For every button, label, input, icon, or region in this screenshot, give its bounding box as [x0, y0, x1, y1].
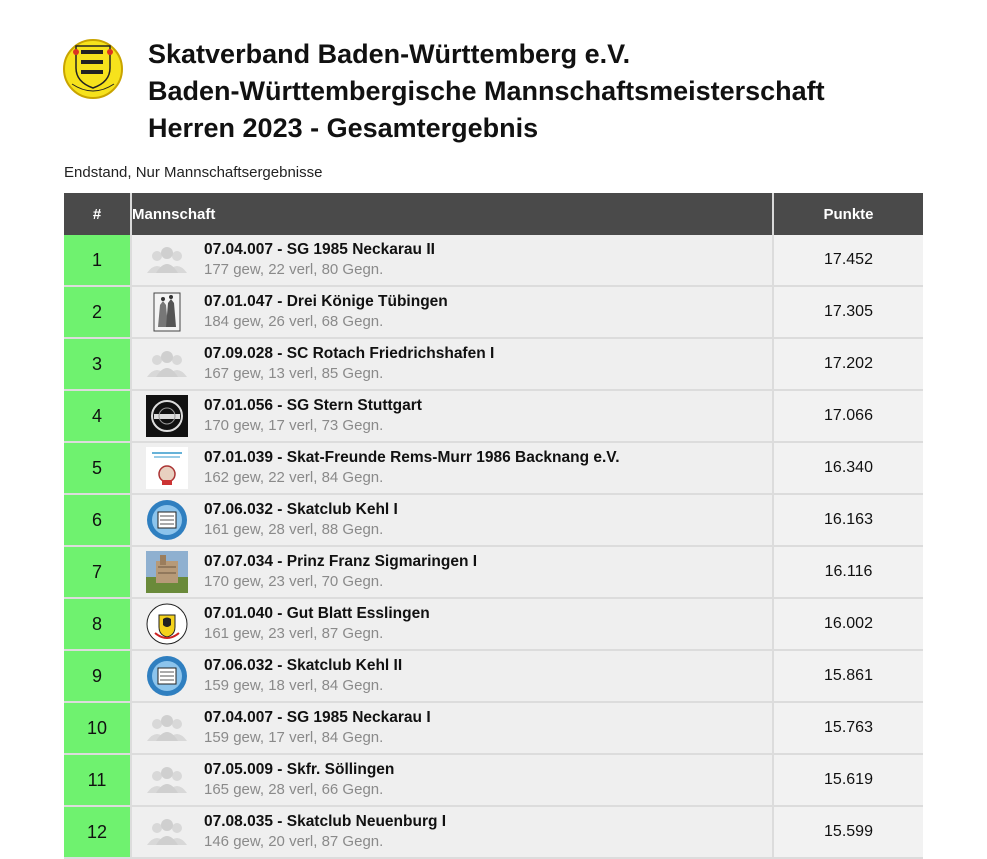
team-cell	[131, 650, 773, 702]
title-line: Skatverband Baden-Württemberg e.V.	[148, 39, 631, 69]
team-stats: 161 gew, 23 verl, 87 Gegn.	[204, 625, 384, 642]
table-row[interactable]	[64, 235, 923, 286]
rank-cell: 1	[64, 235, 131, 286]
table-row[interactable]	[64, 702, 923, 754]
team-cell	[131, 806, 773, 858]
table-row[interactable]	[64, 650, 923, 702]
team-stats: 170 gew, 23 verl, 70 Gegn.	[204, 573, 384, 590]
team-name[interactable]: 07.06.032 - Skatclub Kehl II	[204, 657, 403, 674]
points-cell: 16.163	[773, 494, 923, 546]
table-row[interactable]	[64, 494, 923, 546]
rank-cell: 6	[64, 494, 131, 546]
team-cell	[131, 702, 773, 754]
team-name[interactable]: 07.01.047 - Drei Könige Tübingen	[204, 293, 448, 310]
rank-cell: 8	[64, 598, 131, 650]
rank-cell: 7	[64, 546, 131, 598]
association-logo-icon	[62, 38, 124, 100]
team-stats: 177 gew, 22 verl, 80 Gegn.	[204, 261, 384, 278]
team-stats: 184 gew, 26 verl, 68 Gegn.	[204, 313, 384, 330]
team-cell	[131, 390, 773, 442]
points-cell: 17.452	[773, 235, 923, 286]
rank-cell: 12	[64, 806, 131, 858]
castle-photo-icon	[146, 551, 188, 593]
team-stats: 159 gew, 17 verl, 84 Gegn.	[204, 729, 384, 746]
team-name[interactable]: 07.04.007 - SG 1985 Neckarau I	[204, 709, 431, 726]
column-header-points[interactable]: Punkte	[773, 193, 923, 235]
team-name[interactable]: 07.01.040 - Gut Blatt Esslingen	[204, 605, 430, 622]
column-header-team[interactable]: Mannschaft	[131, 193, 773, 235]
table-header-row	[64, 193, 923, 235]
team-cell	[131, 546, 773, 598]
group-placeholder-icon	[146, 343, 188, 385]
team-stats: 161 gew, 28 verl, 88 Gegn.	[204, 521, 384, 538]
team-cell	[131, 442, 773, 494]
rank-cell: 10	[64, 702, 131, 754]
rank-cell: 11	[64, 754, 131, 806]
team-cell	[131, 598, 773, 650]
rank-cell: 3	[64, 338, 131, 390]
table-row[interactable]	[64, 286, 923, 338]
star-club-logo-icon	[146, 395, 188, 437]
team-stats: 159 gew, 18 verl, 84 Gegn.	[204, 677, 384, 694]
kehl-logo-icon	[146, 499, 188, 541]
three-kings-logo-icon	[146, 291, 188, 333]
points-cell: 15.599	[773, 806, 923, 858]
group-placeholder-icon	[146, 707, 188, 749]
points-cell: 16.340	[773, 442, 923, 494]
results-table	[64, 193, 923, 859]
group-placeholder-icon	[146, 239, 188, 281]
team-name[interactable]: 07.08.035 - Skatclub Neuenburg I	[204, 813, 447, 830]
team-cell	[131, 286, 773, 338]
team-name[interactable]: 07.09.028 - SC Rotach Friedrichshafen I	[204, 345, 495, 362]
team-cell	[131, 494, 773, 546]
points-cell: 17.305	[773, 286, 923, 338]
page-title	[148, 36, 825, 147]
team-name[interactable]: 07.05.009 - Skfr. Söllingen	[204, 761, 395, 778]
rank-cell: 2	[64, 286, 131, 338]
rank-cell: 4	[64, 390, 131, 442]
rank-cell: 5	[64, 442, 131, 494]
table-row[interactable]	[64, 806, 923, 858]
team-cell	[131, 235, 773, 286]
team-name[interactable]: 07.04.007 - SG 1985 Neckarau II	[204, 241, 435, 258]
points-cell: 15.763	[773, 702, 923, 754]
points-cell: 16.116	[773, 546, 923, 598]
table-row[interactable]	[64, 754, 923, 806]
team-stats: 165 gew, 28 verl, 66 Gegn.	[204, 781, 384, 798]
gut-blatt-logo-icon	[146, 603, 188, 645]
rank-cell: 9	[64, 650, 131, 702]
points-cell: 17.202	[773, 338, 923, 390]
points-cell: 15.861	[773, 650, 923, 702]
team-name[interactable]: 07.01.039 - Skat-Freunde Rems-Murr 1986 Backnang e.V.	[204, 449, 620, 466]
points-cell: 17.066	[773, 390, 923, 442]
table-row[interactable]	[64, 598, 923, 650]
team-stats: 146 gew, 20 verl, 87 Gegn.	[204, 833, 384, 850]
team-name[interactable]: 07.06.032 - Skatclub Kehl I	[204, 501, 398, 518]
points-cell: 16.002	[773, 598, 923, 650]
title-line: Herren 2023 - Gesamtergebnis	[148, 113, 539, 143]
column-header-rank[interactable]: #	[64, 193, 131, 235]
table-row[interactable]	[64, 390, 923, 442]
table-row[interactable]	[64, 546, 923, 598]
table-row[interactable]	[64, 338, 923, 390]
team-cell	[131, 338, 773, 390]
team-name[interactable]: 07.07.034 - Prinz Franz Sigmaringen I	[204, 553, 478, 570]
team-stats: 170 gew, 17 verl, 73 Gegn.	[204, 417, 384, 434]
team-name[interactable]: 07.01.056 - SG Stern Stuttgart	[204, 397, 422, 414]
page-header	[62, 36, 942, 146]
group-placeholder-icon	[146, 759, 188, 801]
team-stats: 167 gew, 13 verl, 85 Gegn.	[204, 365, 384, 382]
kehl-logo-icon	[146, 655, 188, 697]
title-line: Baden-Württembergische Mannschaftsmeisterschaft	[148, 76, 825, 106]
group-placeholder-icon	[146, 811, 188, 853]
table-row[interactable]	[64, 442, 923, 494]
standings-subtitle: Endstand, Nur Mannschaftsergebnisse	[64, 164, 323, 181]
team-cell	[131, 754, 773, 806]
points-cell: 15.619	[773, 754, 923, 806]
rems-murr-logo-icon	[146, 447, 188, 489]
team-stats: 162 gew, 22 verl, 84 Gegn.	[204, 469, 384, 486]
